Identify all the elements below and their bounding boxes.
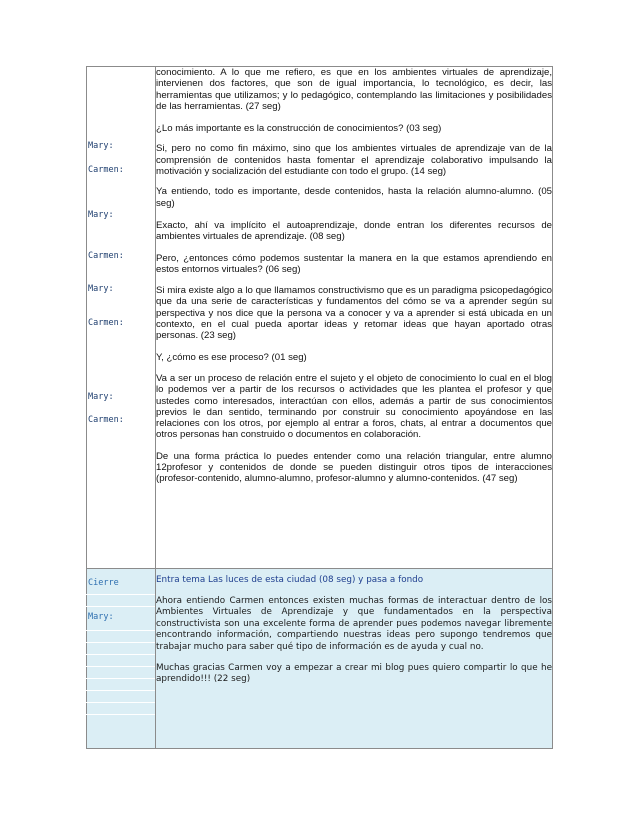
- dialogue-paragraph-3: Si, pero no como fin máximo, sino que los ambientes virtuales de aprendizaje van de la comprensión de contenidos hasta fomentar el aprendizaje colaborativo impulsando la motivación y socialización del estudiante con todo el grupo. (14 seg): [156, 143, 552, 178]
- guide-line: [86, 678, 155, 679]
- speaker-label-mary: Mary:: [88, 141, 114, 151]
- guide-line: [86, 642, 155, 643]
- speaker-label-mary: Mary:: [88, 210, 114, 220]
- guide-line: [86, 666, 155, 667]
- dialogue-paragraph-2: ¿Lo más importante es la construcción de conocimientos? (03 seg): [156, 123, 442, 135]
- guide-line: [86, 594, 155, 595]
- speaker-label-mary: Mary:: [88, 284, 114, 294]
- guide-line: [86, 630, 155, 631]
- speaker-label-carmen: Carmen:: [88, 318, 124, 328]
- dialogue-paragraph-8: Y, ¿cómo es ese proceso? (01 seg): [156, 351, 307, 363]
- script-table: [86, 66, 553, 749]
- closing-row: [87, 569, 553, 749]
- dialogue-paragraph-1: conocimiento. A lo que me refiero, es que en los ambientes virtuales de aprendizaje, intervienen dos factores, que son de igual importancia, lo tecnológico, es decir, las herramientas que utilizamos; y lo pedagógico, contemplando las limitaciones y posibilidades de las herramientas. (27 seg): [156, 67, 552, 112]
- guide-line: [86, 702, 155, 703]
- speaker-label-carmen: Carmen:: [88, 415, 124, 425]
- guide-line: [86, 654, 155, 655]
- guide-line: [86, 606, 155, 607]
- speaker-label-carmen: Carmen:: [88, 165, 124, 175]
- dialogue-paragraph-4: Ya entiendo, todo es importante, desde contenidos, hasta la relación alumno-alumno. (05 seg): [156, 186, 552, 209]
- dialogue-row: [87, 67, 553, 569]
- speaker-label-mary: Mary:: [88, 612, 114, 622]
- speaker-label-cierre: Cierre: [88, 578, 119, 588]
- guide-line: [86, 714, 155, 715]
- speaker-label-carmen: Carmen:: [88, 251, 124, 261]
- dialogue-paragraph-6: Pero, ¿entonces cómo podemos sustentar la manera en la que estamos aprendiendo en estos entornos virtuales? (06 seg): [156, 252, 552, 275]
- dialogue-column: [156, 67, 553, 569]
- dialogue-paragraph-9: Va a ser un proceso de relación entre el sujeto y el objeto de conocimiento lo cual en el blog lo podemos ver a partir de los recursos o actividades que les plantea el profesor y que ustedes como interesados, interactúan con ellos, además a partir de sus conocimientos previos le dan sentido, terminando por construir su conocimiento apoyándose en las relaciones con los otros, por ejemplo al entrar a foros, chats, al entrar a documentos que otros personas han construido o documentos en colaboración.: [156, 372, 552, 441]
- dialogue-paragraph-5: Exacto, ahí va implícito el autoaprendizaje, donde entran los diferentes recursos de ambientes virtuales de aprendizaje. (08 seg): [156, 219, 552, 243]
- speaker-label-mary: Mary:: [88, 392, 114, 402]
- closing-heading: Entra tema Las luces de esta ciudad (08 seg) y pasa a fondo: [156, 575, 424, 585]
- closing-paragraph-2: Muchas gracias Carmen voy a empezar a crear mi blog pues quiero compartir lo que he aprendido!!! (22 seg): [156, 662, 552, 685]
- closing-paragraph-1: Ahora entiendo Carmen entonces existen muchas formas de interactuar dentro de los Ambientes Virtuales de Aprendizaje y que fundamentados en la perspectiva constructivista son una excelente forma de aprender pues podemos navegar libremente encontrando información, compartiendo nuestras ideas pero supongo tendremos que trabajar mucho para saber qué tipo de información es de ayuda y cual no.: [156, 595, 552, 652]
- closing-speaker-column: [87, 569, 156, 749]
- dialogue-paragraph-10: De una forma práctica lo puedes entender como una relación triangular, entre alumno 12profesor y contenidos de donde se pueden distinguir otros tipos de interacciones (profesor-contenido, alumno-alumno, profesor-alumno y alumno-contenidos. (47 seg): [156, 450, 552, 485]
- dialogue-paragraph-7: Si mira existe algo a lo que llamamos constructivismo que es un paradigma psicopedagógico que da una serie de características y fundamentos del cómo se va a aprender según su perspectiva y nos dice que la persona va a conocer y va a aprender si está ubicada en un contexto, en el cual pueda aportar ideas y retomar ideas que hayan aportado otras personas. (23 seg): [156, 285, 552, 342]
- closing-dialogue-column: [156, 569, 553, 749]
- guide-line: [86, 690, 155, 691]
